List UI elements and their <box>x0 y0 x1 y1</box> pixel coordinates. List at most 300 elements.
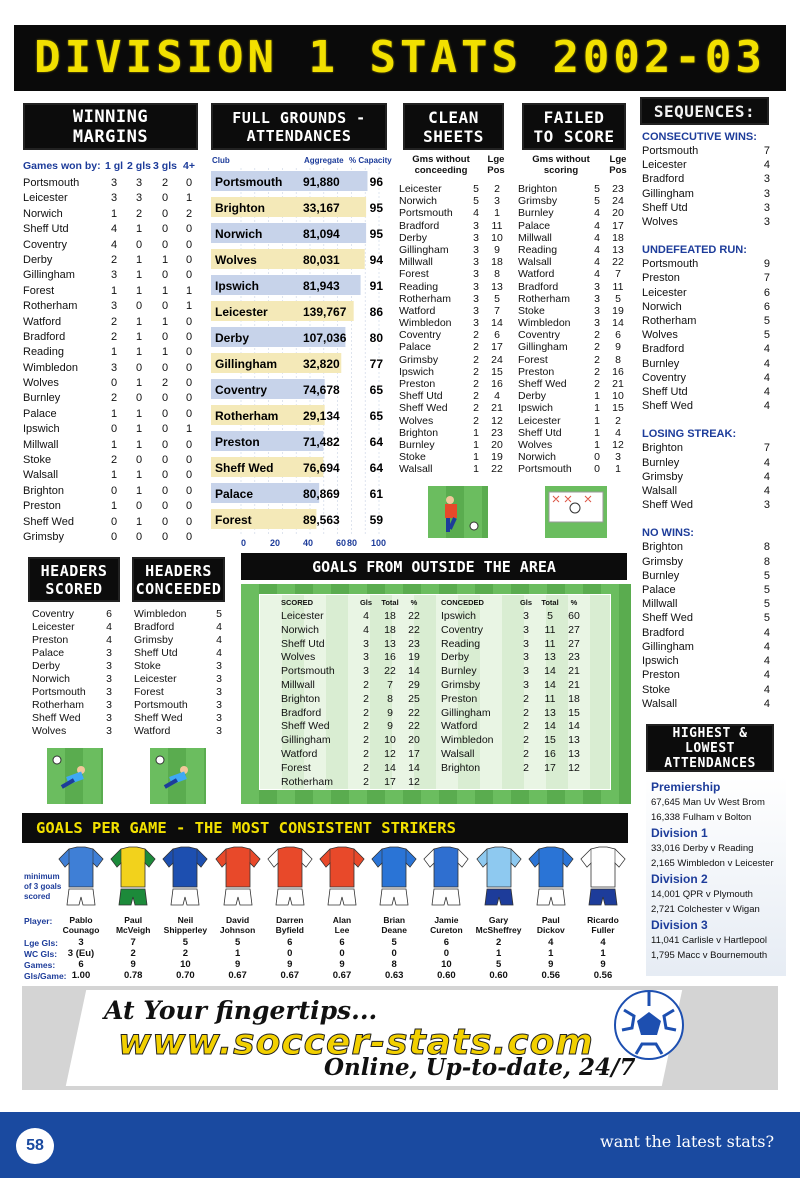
winning-header-label: Games won by: <box>23 160 101 172</box>
striker-lge: 6 <box>443 937 450 948</box>
outside-value: 2 <box>523 720 529 733</box>
attendance-record: 1,795 Macc v Bournemouth <box>651 950 768 961</box>
striker-wc: 0 <box>391 948 397 959</box>
headers_conceded-row <box>134 699 224 712</box>
team-name: Forest <box>23 284 55 297</box>
attendance-division-title: Division 3 <box>651 918 708 932</box>
capacity-percent: 77 <box>369 357 383 371</box>
win-count: 0 <box>161 238 169 251</box>
team-name: Burnley <box>518 207 554 220</box>
outside-value: 3 <box>523 623 529 636</box>
win-count: 0 <box>185 177 193 189</box>
clean-row <box>399 354 509 366</box>
axis-tick-100: 100 <box>371 538 387 548</box>
league-position: 7 <box>494 304 500 317</box>
failed-row <box>518 378 630 390</box>
striker-kit-icon <box>212 845 264 913</box>
sequence-value: 3 <box>763 216 770 229</box>
win-count: 0 <box>135 530 143 543</box>
striker-name <box>55 915 107 937</box>
headers_conceded-row <box>134 621 224 634</box>
league-position: 4 <box>615 426 621 439</box>
team-name: Burnley <box>23 392 61 405</box>
league-position: 11 <box>491 219 503 232</box>
games-count: 4 <box>594 256 600 269</box>
striker-column <box>368 845 420 981</box>
winning-col-4: 4+ <box>183 160 195 172</box>
outside-value: 13 <box>544 706 556 719</box>
outside-value: 21 <box>568 665 580 678</box>
header-count: 4 <box>106 634 112 646</box>
league-position: 1 <box>494 207 500 220</box>
outside-row <box>441 638 591 652</box>
win-count: 0 <box>185 269 193 282</box>
win-count: 4 <box>110 223 118 236</box>
sequence-value: 4 <box>763 683 770 696</box>
striker-kit-icon <box>107 845 159 913</box>
outside-value: 2 <box>363 734 369 747</box>
team-name: Coventry <box>399 329 442 342</box>
win-count: 0 <box>161 530 169 543</box>
headers_conceded-row <box>134 725 224 738</box>
outside-row <box>441 693 591 707</box>
outside-value: 27 <box>568 623 580 636</box>
headers_scored-row <box>32 647 114 660</box>
team-name: Portsmouth <box>399 207 453 220</box>
striker-games: 10 <box>441 959 452 970</box>
win-count: 0 <box>161 330 169 343</box>
aggregate-attendance: 74,678 <box>303 383 340 397</box>
striker-first-name: Neil <box>177 915 194 925</box>
headers-scored-header <box>28 557 120 602</box>
sequences-header <box>640 97 769 125</box>
team-name: Reading <box>23 346 64 359</box>
team-name: Wolves <box>518 438 553 451</box>
win-count: 1 <box>110 346 118 359</box>
capacity-percent: 61 <box>369 487 383 501</box>
win-count: 0 <box>110 484 118 497</box>
sequence-row <box>642 683 770 697</box>
striker-games: 9 <box>339 959 345 970</box>
highest-title-1: HIGHEST & LOWEST <box>672 725 748 756</box>
sequence-row <box>642 201 770 215</box>
team-name: Stoke <box>399 451 426 464</box>
ground-team-name: Leicester <box>215 305 268 319</box>
team-name: Watford <box>134 725 171 737</box>
league-position: 12 <box>491 414 503 427</box>
team-name: Brighton <box>441 761 481 774</box>
sequence-value: 4 <box>763 159 770 172</box>
grounds-axis <box>211 538 389 550</box>
clean-row <box>399 183 509 195</box>
failed-title-1: FAILED <box>543 107 605 127</box>
headers_conceded-row <box>134 660 224 673</box>
win-count: 1 <box>135 330 143 343</box>
footer-tagline: want the latest stats? <box>600 1132 775 1151</box>
team-name: Sheff Utd <box>642 201 688 214</box>
failed-col-2: Lge Pos <box>609 154 627 176</box>
win-count: 1 <box>161 346 169 359</box>
striker-first-name: Gary <box>488 915 509 925</box>
striker-lge: 5 <box>391 937 397 948</box>
team-name: Bradford <box>23 330 66 343</box>
team-name: Wimbledon <box>134 608 187 620</box>
winning-row <box>23 468 201 483</box>
outside-value: 14 <box>544 678 556 691</box>
outside-row <box>281 707 431 721</box>
failed-row <box>518 451 630 463</box>
striker-gpg: 0.56 <box>541 970 561 981</box>
team-name: Forest <box>518 353 548 366</box>
team-name: Derby <box>32 660 61 672</box>
failed-row <box>518 195 630 207</box>
win-count: 2 <box>185 207 193 220</box>
ground-team-name: Rotherham <box>215 409 279 423</box>
team-name: Brighton <box>281 692 321 705</box>
header-count: 3 <box>216 699 222 711</box>
outside-value: 2 <box>523 706 529 719</box>
team-name: Wimbledon <box>399 317 452 330</box>
win-count: 0 <box>185 330 193 343</box>
winning-row <box>23 407 201 422</box>
winning-row <box>23 422 201 437</box>
win-count: 3 <box>110 361 118 374</box>
attendance-division-title: Division 2 <box>651 872 708 886</box>
capacity-percent: 64 <box>369 435 383 449</box>
axis-tick-80: 80 <box>347 538 358 548</box>
goalkeeper-image-conceded <box>150 748 206 804</box>
sequence-row <box>642 172 770 186</box>
league-position: 5 <box>615 292 621 305</box>
sequence-row <box>642 328 770 342</box>
clean-row <box>399 256 509 268</box>
headers_conceded-row <box>134 673 224 686</box>
page-number: 58 <box>26 1137 44 1154</box>
win-count: 2 <box>110 330 118 343</box>
header-count: 3 <box>106 725 112 737</box>
team-name: Derby <box>441 651 470 664</box>
games-count: 3 <box>473 256 479 269</box>
outside-row <box>281 693 431 707</box>
outside-value: 2 <box>363 761 369 774</box>
games-count: 4 <box>594 268 600 281</box>
outside-value: 5 <box>547 610 553 622</box>
sequence-row <box>642 484 770 498</box>
winning-row <box>23 299 201 314</box>
striker-gpg: 0.60 <box>437 970 456 981</box>
sequence-row <box>642 187 770 201</box>
team-name: Rotherham <box>23 300 78 313</box>
highest-title-2: ATTENDANCES <box>664 755 756 771</box>
outside-row <box>441 748 591 762</box>
team-name: Walsall <box>518 256 552 269</box>
team-name: Walsall <box>23 469 59 482</box>
win-count: 0 <box>110 423 118 436</box>
team-name: Millwall <box>281 678 315 691</box>
outside-area-banner <box>241 553 627 580</box>
league-position: 14 <box>491 317 503 330</box>
page-number-badge <box>16 1128 54 1164</box>
games-count: 1 <box>473 426 479 439</box>
team-name: Norwich <box>518 451 556 464</box>
outside-value: 2 <box>363 678 369 691</box>
clean-row <box>399 244 509 256</box>
team-name: Palace <box>23 407 57 420</box>
win-count: 0 <box>135 361 143 374</box>
outside-value: 16 <box>544 747 556 760</box>
win-count: 2 <box>161 177 169 189</box>
headers_scored-row <box>32 725 114 738</box>
aggregate-attendance: 32,820 <box>303 357 340 371</box>
team-name: Wimbledon <box>441 734 494 747</box>
striker-column <box>420 845 472 981</box>
striker-last-name: Cureton <box>430 925 463 935</box>
clean-row <box>399 268 509 280</box>
team-name: Preston <box>441 692 478 705</box>
sequence-value: 8 <box>763 541 770 554</box>
striker-games: 10 <box>180 959 191 970</box>
striker-name <box>420 915 472 937</box>
outside-value: 3 <box>523 651 529 664</box>
games-count: 3 <box>594 304 600 317</box>
winning-row <box>23 515 201 530</box>
winning-row <box>23 484 201 499</box>
outside-value: 14 <box>544 665 556 678</box>
clean-row <box>399 390 509 402</box>
win-count: 0 <box>110 530 118 543</box>
striker-column <box>107 845 159 981</box>
win-count: 0 <box>185 469 193 482</box>
striker-name <box>316 915 368 937</box>
outside-row <box>441 679 591 693</box>
win-count: 0 <box>161 454 169 467</box>
games-count: 1 <box>594 438 600 451</box>
capacity-percent: 86 <box>369 305 383 319</box>
team-name: Reading <box>518 243 558 256</box>
team-name: Watford <box>441 720 478 733</box>
ground-team-name: Gillingham <box>215 357 278 371</box>
winning-row <box>23 391 201 406</box>
win-count: 0 <box>185 530 193 543</box>
outside-value: 18 <box>568 692 580 705</box>
striker-kit-icon <box>525 845 577 913</box>
team-name: Forest <box>399 268 429 281</box>
win-count: 0 <box>161 438 169 451</box>
striker-kit-icon <box>264 845 316 913</box>
team-name: Coventry <box>32 608 75 620</box>
scored-rows <box>281 610 431 789</box>
outside-value: 2 <box>363 775 369 788</box>
outside-value: 13 <box>384 637 396 650</box>
league-position: 15 <box>612 402 624 415</box>
sequence-row <box>642 626 770 640</box>
label-wc-gls: WC Gls: <box>24 949 58 959</box>
outside-value: 2 <box>523 734 529 747</box>
games-count: 2 <box>473 402 479 415</box>
header-count: 3 <box>216 725 222 737</box>
team-name: Brighton <box>642 541 683 554</box>
headers_conceded-row <box>134 686 224 699</box>
win-count: 3 <box>110 177 118 189</box>
win-count: 3 <box>135 192 143 205</box>
games-count: 2 <box>473 353 479 366</box>
outside-row <box>441 610 591 624</box>
outside-value: 2 <box>363 747 369 760</box>
striker-column <box>473 845 525 981</box>
games-count: 1 <box>473 463 479 476</box>
label-gls-game: Gls/Game: <box>24 971 67 981</box>
outside-value: 15 <box>544 734 556 747</box>
outside-row <box>281 610 431 624</box>
striker-games: 6 <box>78 959 84 970</box>
ground-team-name: Wolves <box>215 253 257 267</box>
outside-value: 3 <box>523 678 529 691</box>
header-count: 4 <box>216 621 222 633</box>
striker-name <box>212 915 264 937</box>
header-count: 4 <box>216 647 222 659</box>
winning-title-1: WINNING <box>72 106 149 127</box>
outside-value: 22 <box>384 665 396 678</box>
striker-last-name: Byfield <box>275 925 304 935</box>
win-count: 1 <box>135 269 143 282</box>
win-count: 1 <box>135 469 143 482</box>
grounds-title-1: FULL GROUNDS - <box>232 108 366 127</box>
team-name: Reading <box>441 637 481 650</box>
outside-value: 17 <box>384 775 396 788</box>
outside-value: 8 <box>387 692 393 705</box>
clean-sheets-rows <box>399 183 509 476</box>
team-name: Forest <box>134 686 164 698</box>
team-name: Gillingham <box>441 706 491 719</box>
failed-row <box>518 366 630 378</box>
team-name: Wolves <box>399 414 434 427</box>
header-count: 3 <box>106 673 112 685</box>
team-name: Watford <box>518 268 555 281</box>
team-name: Derby <box>23 253 53 266</box>
striker-kit-icon <box>368 845 420 913</box>
games-count: 3 <box>594 280 600 293</box>
games-count: 4 <box>594 219 600 232</box>
sequence-value: 6 <box>763 286 770 299</box>
games-count: 2 <box>594 378 600 390</box>
winning-row <box>23 345 201 360</box>
league-position: 12 <box>612 438 624 451</box>
win-count: 0 <box>135 500 143 513</box>
team-name: Rotherham <box>642 315 697 328</box>
winning-row <box>23 253 201 268</box>
outside-value: 17 <box>408 747 420 760</box>
outside-row <box>281 638 431 652</box>
outside-value: 2 <box>363 692 369 705</box>
striker-gpg: 0.78 <box>123 970 143 981</box>
clean-row <box>399 439 509 451</box>
games-count: 3 <box>473 280 479 293</box>
header-count: 3 <box>106 686 112 698</box>
team-name: Watford <box>23 315 62 328</box>
league-position: 3 <box>494 195 500 208</box>
ground-team-name: Derby <box>215 331 250 345</box>
team-name: Bradford <box>399 219 440 232</box>
team-name: Sheff Utd <box>642 386 688 399</box>
win-count: 0 <box>185 438 193 451</box>
games-count: 3 <box>473 304 479 317</box>
sequence-row <box>642 540 770 554</box>
striker-first-name: David <box>226 915 250 925</box>
win-count: 1 <box>135 253 143 266</box>
team-name: Brighton <box>399 426 439 439</box>
outside-row <box>281 651 431 665</box>
highest-lowest-list <box>646 776 786 976</box>
striker-wc: 2 <box>182 948 189 959</box>
outside-value: 3 <box>523 610 529 622</box>
win-count: 0 <box>110 515 118 528</box>
sequence-value: 5 <box>763 569 770 582</box>
win-count: 1 <box>161 253 169 266</box>
team-name: Derby <box>518 390 547 403</box>
striker-lge: 5 <box>234 937 241 948</box>
advert-url: www.soccer-stats.com <box>118 1022 594 1063</box>
win-count: 1 <box>135 223 143 236</box>
win-count: 2 <box>161 377 169 390</box>
team-name: Leicester <box>281 610 324 622</box>
team-name: Sheff Wed <box>518 378 567 390</box>
games-count: 4 <box>594 207 600 220</box>
failed-row <box>518 402 630 414</box>
sequences-list <box>642 130 770 711</box>
league-position: 22 <box>612 256 624 269</box>
failed-row <box>518 183 630 195</box>
outside-value: 22 <box>408 623 420 636</box>
team-name: Bradford <box>518 280 559 293</box>
striker-wc: 1 <box>600 948 606 959</box>
ground-team-name: Palace <box>215 487 254 501</box>
ground-team-name: Portsmouth <box>215 175 283 189</box>
aggregate-attendance: 107,036 <box>303 331 347 345</box>
outside-value: 4 <box>363 623 369 636</box>
winning-row <box>23 453 201 468</box>
team-name: Preston <box>399 378 436 390</box>
win-count: 1 <box>135 484 143 497</box>
clean-row <box>399 415 509 427</box>
outside-value: 18 <box>384 610 396 622</box>
outside-row <box>281 748 431 762</box>
team-name: Gillingham <box>23 269 75 282</box>
attendance-record: 2,721 Colchester v Wigan <box>651 904 760 915</box>
win-count: 0 <box>185 377 193 390</box>
team-name: Preston <box>642 669 680 682</box>
team-name: Grimsby <box>134 634 174 646</box>
outside-col-header: CONCEDED <box>441 598 484 607</box>
sequence-value: 5 <box>763 584 770 597</box>
failed-row <box>518 354 630 366</box>
sequence-value: 4 <box>763 357 770 370</box>
league-position: 15 <box>491 365 503 378</box>
win-count: 4 <box>110 238 118 251</box>
winning-rows <box>23 176 201 545</box>
outside-value: 17 <box>544 761 556 774</box>
outside-col-header: Gls <box>519 598 533 607</box>
team-name: Brighton <box>642 442 683 455</box>
sequence-value: 7 <box>763 442 770 455</box>
failed-row <box>518 268 630 280</box>
league-position: 3 <box>615 451 621 464</box>
sequence-row <box>642 668 770 682</box>
sequence-row <box>642 583 770 597</box>
win-count: 0 <box>185 454 193 467</box>
games-count: 3 <box>473 292 479 305</box>
team-name: Sheff Utd <box>134 647 178 659</box>
headers_scored-row <box>32 608 114 621</box>
